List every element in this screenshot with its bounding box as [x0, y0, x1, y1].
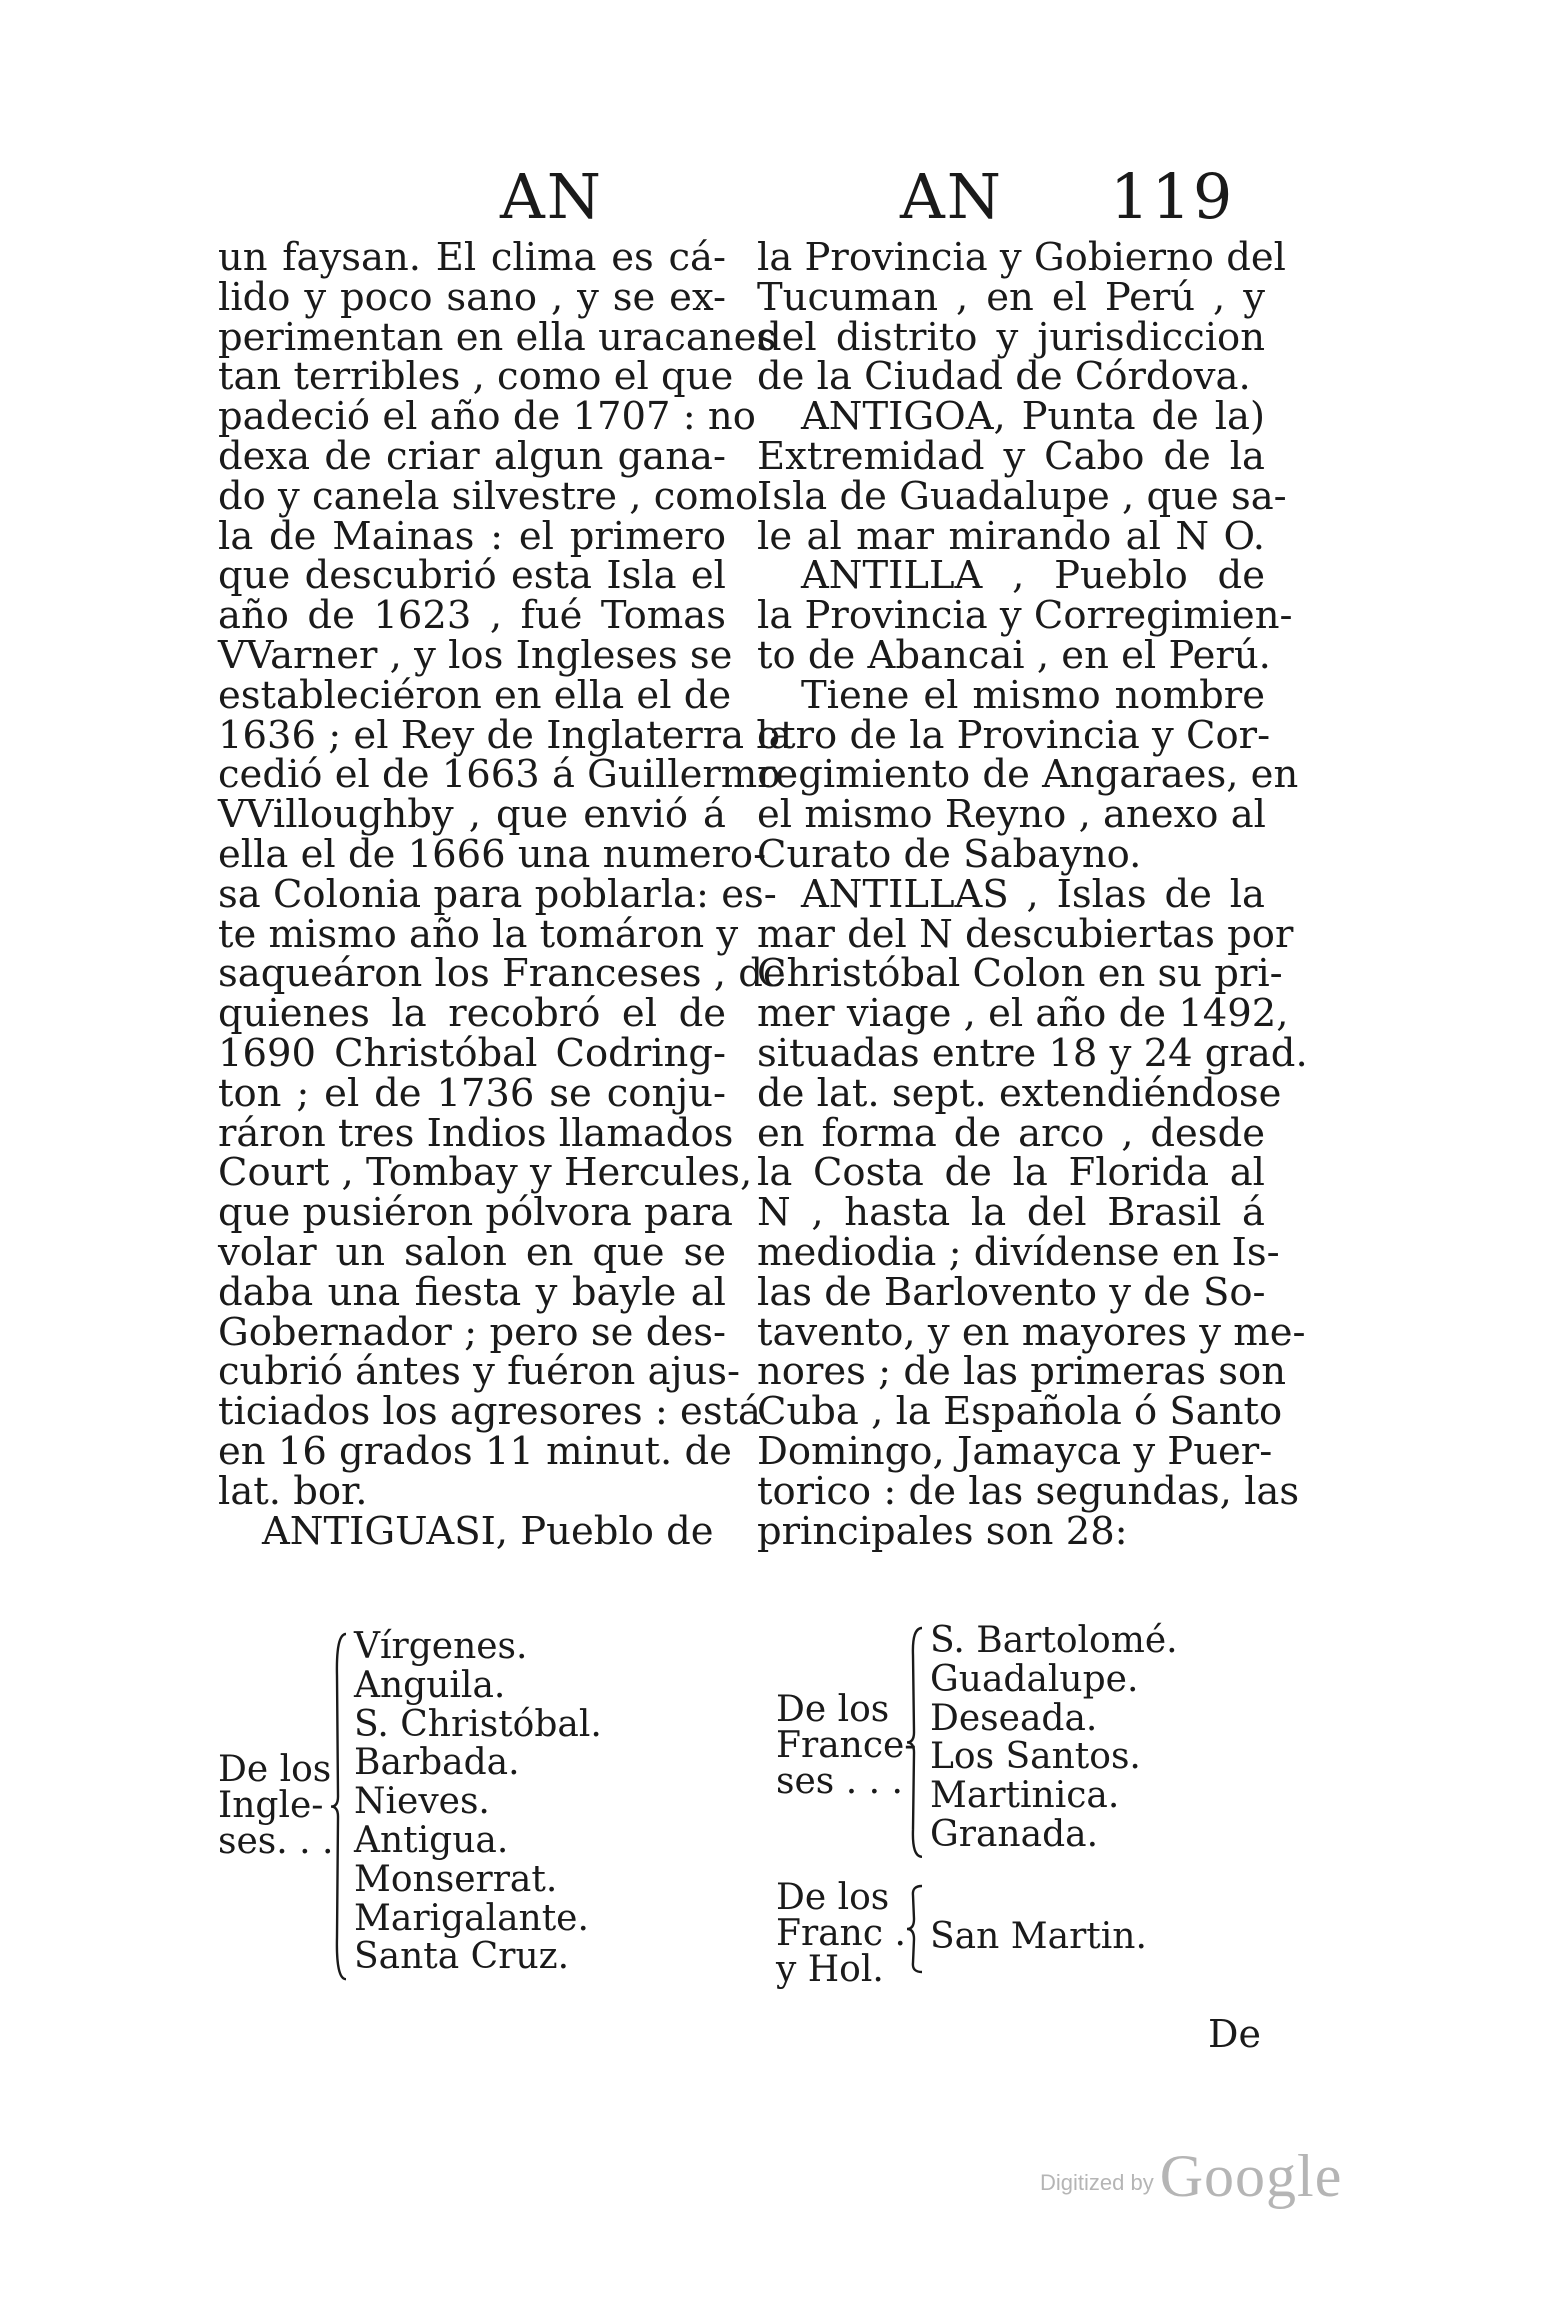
text-line: daba una fiesta y bayle al [218, 1269, 726, 1315]
english-islands-list [218, 1628, 638, 1988]
text-line: mar del N descubiertas por [757, 911, 1294, 957]
text-line: la de Mainas : el primero [218, 513, 726, 559]
text-line: torico : de las segundas, las [757, 1468, 1300, 1514]
text-line: Tucuman , en el Perú , y [757, 274, 1265, 320]
list-group-label-line: Franc . [776, 1913, 906, 1954]
text-line: situadas entre 18 y 24 grad. [757, 1030, 1308, 1076]
text-line: la Provincia y Corregimien- [757, 593, 1293, 639]
text-line: do y canela silvestre , como [218, 473, 759, 519]
text-line: tavento, y en mayores y me- [757, 1309, 1306, 1355]
text-line: en 16 grados 11 minut. de [218, 1428, 732, 1474]
google-wordmark: Google [1159, 2143, 1343, 2209]
curly-brace-icon [328, 1632, 348, 1981]
list-group-label-line: ses . . . [776, 1761, 903, 1802]
text-line: otro de la Provincia y Cor- [757, 712, 1271, 758]
text-line: Extremidad y Cabo de la [757, 433, 1265, 479]
text-line: dexa de criar algun gana- [218, 433, 726, 479]
right-text-column [757, 235, 1308, 1554]
curly-brace-icon [904, 1626, 924, 1859]
french-islands-list [776, 1622, 1276, 1862]
page-number: 119 [1110, 160, 1235, 233]
text-line: to de Abancai , en el Perú. [757, 632, 1271, 678]
list-group-label-line: France- [776, 1725, 917, 1766]
text-line: la Provincia y Gobierno del [757, 235, 1286, 280]
text-line: el mismo Reyno , anexo al [757, 792, 1266, 838]
text-line: le al mar mirando al N O. [757, 513, 1265, 559]
island-list-item: Marigalante. [354, 1897, 589, 1939]
french-dutch-islands-list [776, 1877, 1276, 2010]
text-line: sa Colonia para poblarla: es- [218, 871, 777, 917]
text-line: ticiados los agresores : está [218, 1389, 762, 1435]
list-group-label-line: Ingle- [218, 1785, 324, 1826]
island-list-item: San Martin. [930, 1916, 1147, 1957]
text-line: de la Ciudad de Córdova. [757, 354, 1251, 400]
text-line: ráron tres Indios llamados [218, 1110, 734, 1156]
text-line: que pusiéron pólvora para [218, 1190, 733, 1236]
text-line: Tiene el mismo nombre [801, 672, 1265, 718]
text-line: ella el de 1666 una numero- [218, 831, 767, 877]
text-line: Christóbal Colon en su pri- [757, 951, 1283, 997]
island-list-item: Santa Cruz. [354, 1936, 570, 1978]
island-list-item: Guadalupe. [930, 1658, 1139, 1700]
text-line: en forma de arco , desde [757, 1110, 1265, 1156]
text-line: del distrito y jurisdiccion [757, 314, 1265, 360]
island-list-item: Monserrat. [354, 1858, 558, 1900]
list-group-label [776, 1689, 917, 1802]
island-list-item: Vírgenes. [354, 1626, 528, 1667]
text-line: mer viage , el año de 1492, [757, 991, 1289, 1037]
text-line: volar un salon en que se [218, 1229, 726, 1275]
text-line: un faysan. El clima es cá- [218, 235, 726, 280]
text-line: Curato de Sabayno. [757, 831, 1142, 877]
text-line: 1636 ; el Rey de Inglaterra la [218, 712, 792, 758]
text-line: estableciéron en ella el de [218, 672, 732, 718]
text-line: VVilloughby , que envió á [218, 792, 726, 838]
text-line: Gobernador ; pero se des- [218, 1309, 726, 1355]
list-group-label-line: De los [776, 1877, 890, 1918]
text-line: regimiento de Angaraes, en [757, 752, 1299, 798]
island-list-item: Antigua. [354, 1820, 509, 1861]
list-group-label-line: De los [218, 1749, 332, 1790]
list-group-label-line: ses. . . [218, 1821, 334, 1862]
text-line: VVarner , y los Ingleses se [218, 632, 733, 678]
island-list-item: Barbada. [354, 1742, 520, 1784]
text-line: ANTILLA , Pueblo de [801, 553, 1265, 599]
running-head-right: AN [900, 160, 1004, 233]
curly-brace-icon [904, 1884, 924, 1994]
text-line: Isla de Guadalupe , que sa- [757, 473, 1287, 519]
left-text-column [218, 235, 792, 1554]
text-line: de lat. sept. extendiéndose [757, 1070, 1282, 1116]
text-line: cedió el de 1663 á Guillermo [218, 752, 781, 798]
text-line: ton ; el de 1736 se conju- [218, 1070, 726, 1116]
island-list-item: S. Christóbal. [354, 1703, 602, 1745]
island-list-item: Granada. [930, 1814, 1099, 1855]
text-line: Domingo, Jamayca y Puer- [757, 1428, 1273, 1474]
island-list-item: Anguila. [354, 1664, 506, 1706]
text-line: ANTIGOA, Punta de la) [801, 394, 1265, 440]
digitized-by-google-watermark [1040, 2142, 1342, 2211]
text-line: lido y poco sano , y se ex- [218, 274, 726, 320]
text-line: ANTILLAS , Islas de la [801, 871, 1265, 917]
text-line: la Costa de la Florida al [757, 1150, 1265, 1196]
island-list-item: S. Bartolomé. [930, 1620, 1178, 1661]
text-line: año de 1623 , fué Tomas [218, 593, 726, 639]
text-line: 1690 Christóbal Codring- [218, 1030, 726, 1076]
text-line: N , hasta la del Brasil á [757, 1190, 1265, 1236]
text-line: cubrió ántes y fuéron ajus- [218, 1349, 741, 1395]
island-list-item: Nieves. [354, 1781, 490, 1823]
island-list-item: Los Santos. [930, 1736, 1141, 1778]
text-line: saqueáron los Franceses , de [218, 951, 786, 997]
list-group-label-line: De los [776, 1689, 890, 1730]
text-line: tan terribles , como el que [218, 354, 734, 400]
list-group-label [776, 1877, 906, 1990]
text-line: quienes la recobró el de [218, 991, 726, 1037]
text-line: principales son 28: [757, 1508, 1128, 1554]
text-line: lat. bor. [218, 1468, 368, 1514]
text-line: te mismo año la tomáron y [218, 911, 739, 957]
text-line: Cuba , la Española ó Santo [757, 1389, 1283, 1435]
text-line: ANTIGUASI, Pueblo de [262, 1508, 714, 1554]
text-line: mediodia ; divídense en Is- [757, 1229, 1280, 1275]
list-group-label-line: y Hol. [776, 1949, 884, 1990]
text-line: padeció el año de 1707 : no [218, 394, 756, 440]
running-head-left: AN [500, 160, 604, 233]
island-list-item: Deseada. [930, 1697, 1098, 1739]
text-line: nores ; de las primeras son [757, 1349, 1287, 1395]
watermark-prefix: Digitized by [1040, 2170, 1154, 2195]
list-group-label [218, 1749, 334, 1862]
text-line: Court , Tombay y Hercules, [218, 1150, 753, 1196]
text-line: perimentan en ella uracanes [218, 314, 777, 360]
text-line: las de Barlovento y de So- [757, 1269, 1266, 1315]
catchword: De [1208, 2012, 1261, 2056]
text-line: que descubrió esta Isla el [218, 553, 726, 599]
island-list-item: Martinica. [930, 1775, 1120, 1817]
